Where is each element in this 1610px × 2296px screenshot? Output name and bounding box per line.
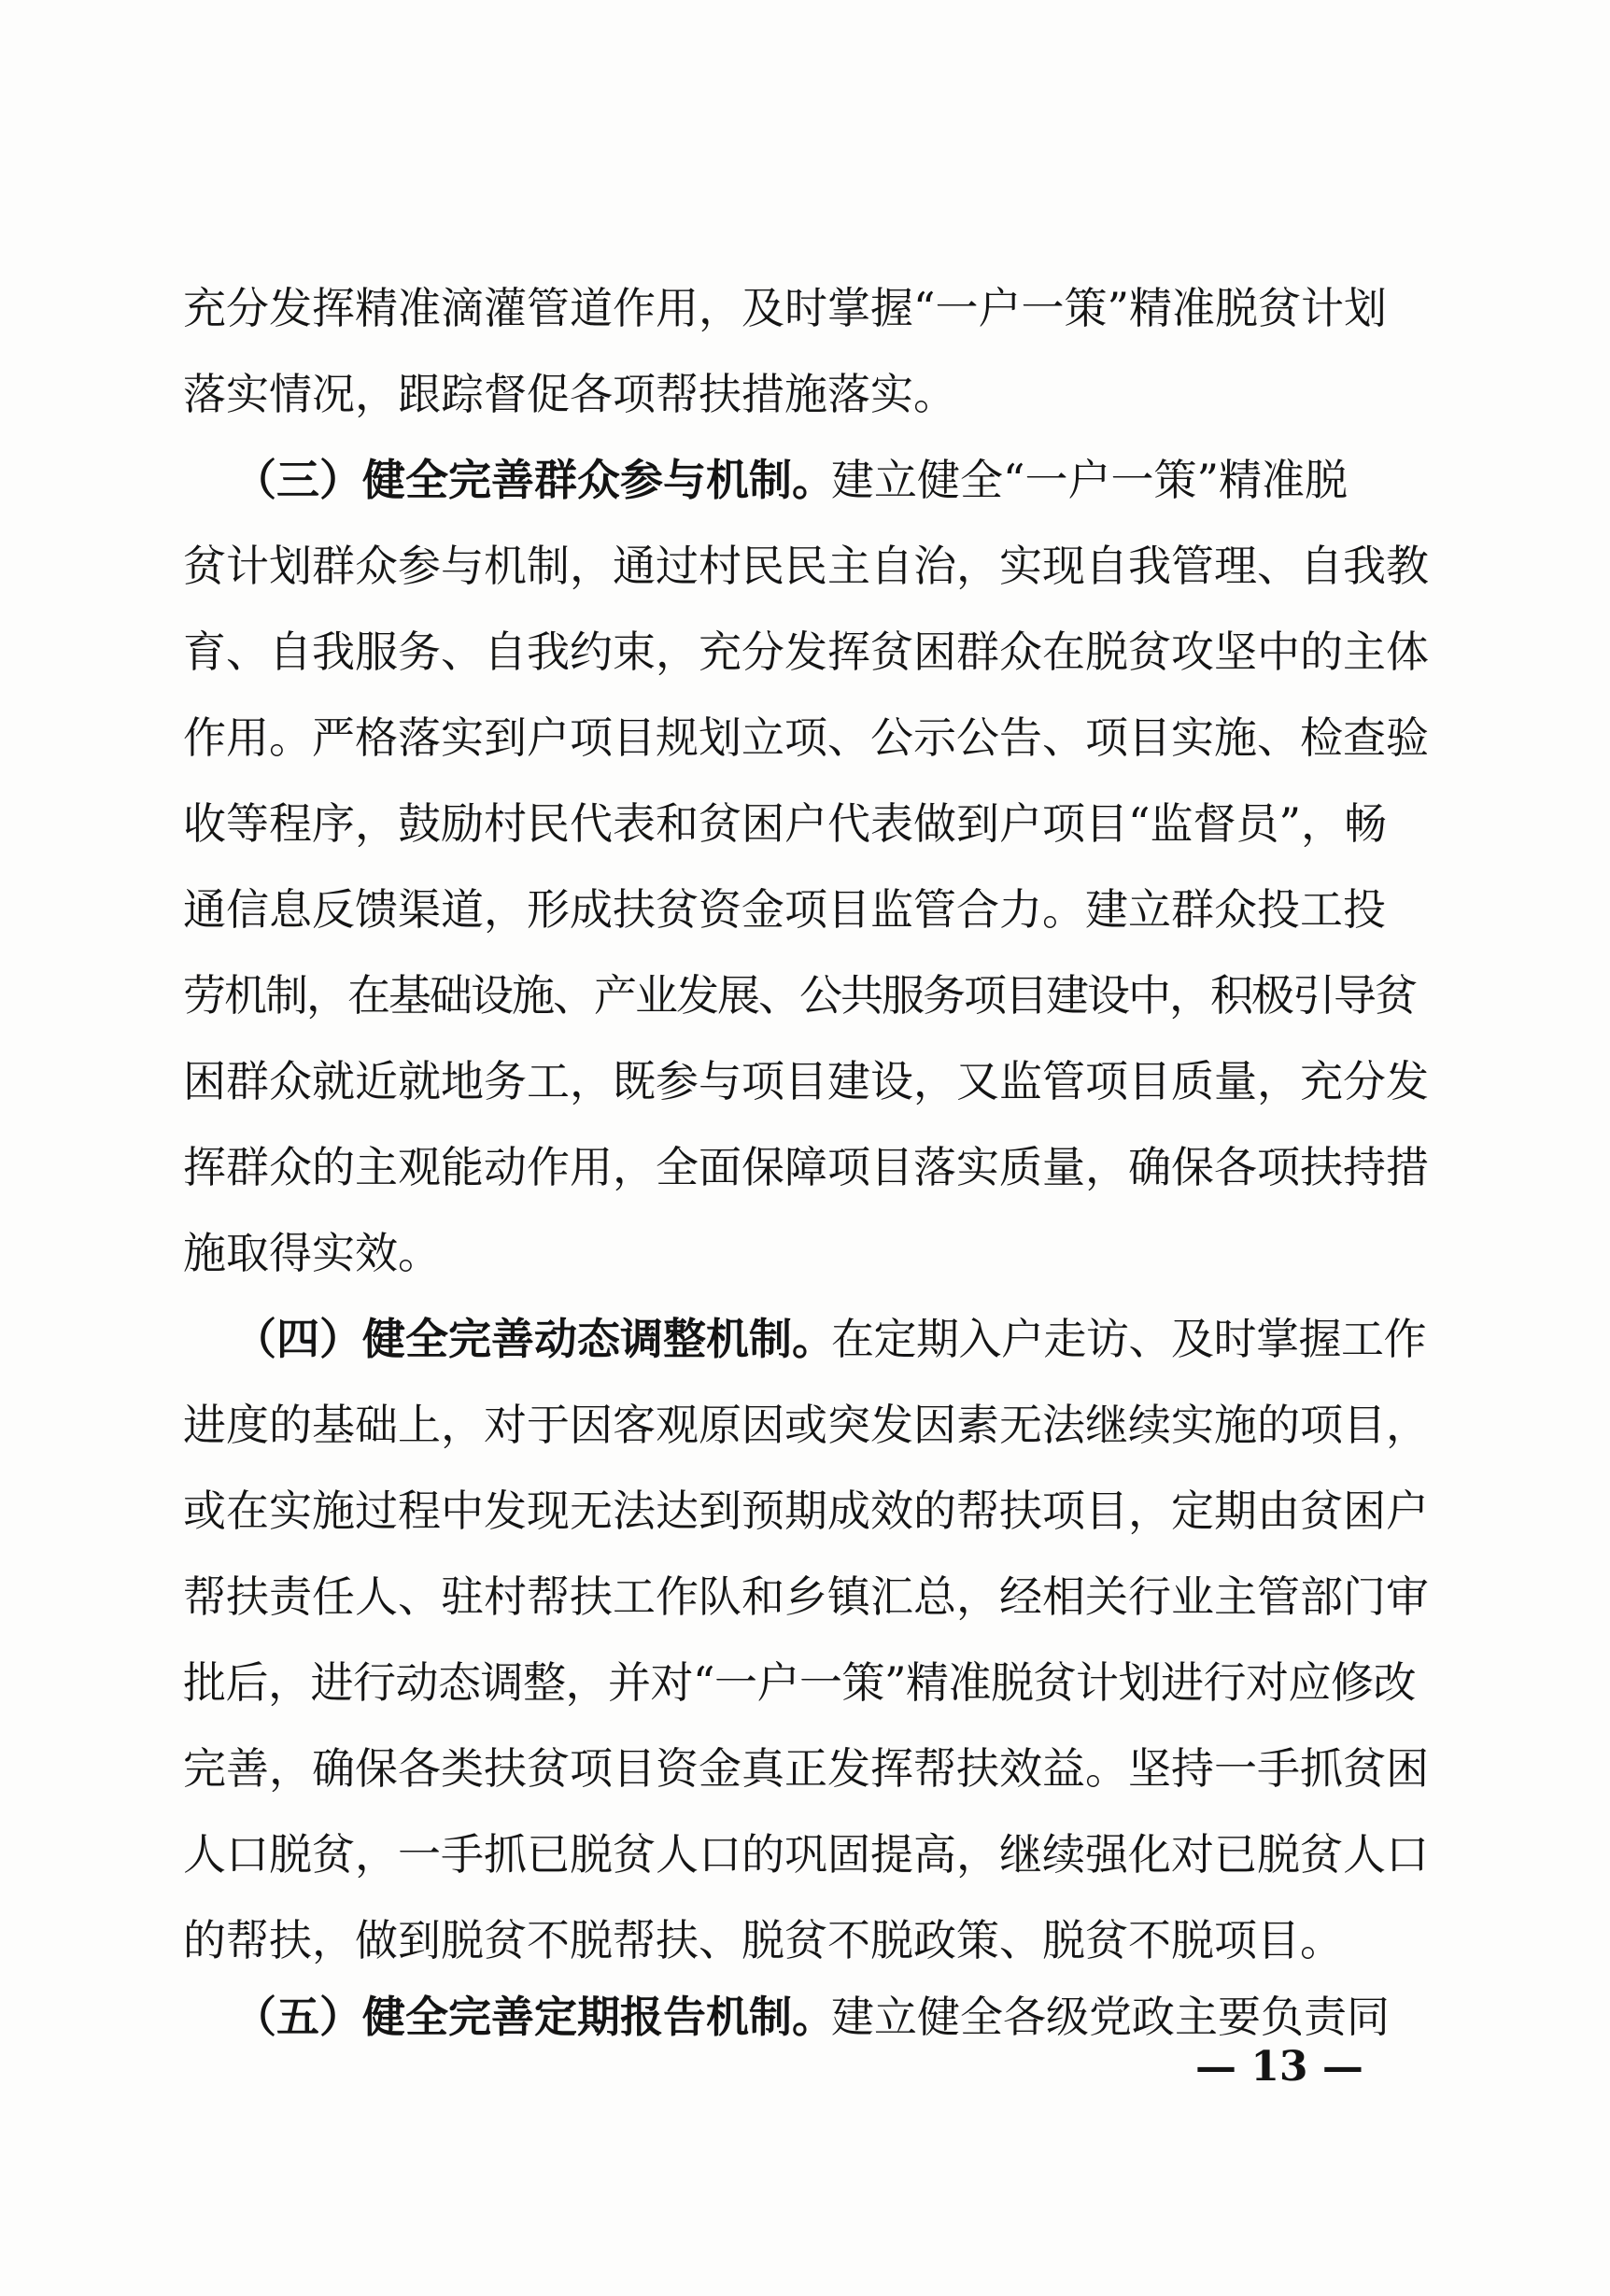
text-line [0,1036,1610,1126]
body-text: 帮扶责任人、驻村帮扶工作队和乡镇汇总，经相关行业主管部门审 [183,1571,1429,1622]
text-line [0,693,1610,782]
body-text: 贫计划群众参与机制，通过村民民主自治，实现自我管理、自我教 [183,541,1429,591]
body-text: 建立健全各级党政主要负责同 [831,1992,1390,2042]
text-line [0,779,1610,868]
text-line [0,951,1610,1040]
text-line [0,1724,1610,1813]
page-number: — 13 — [1195,2043,1363,2091]
section-heading-4: （四）健全完善动态调整机制。 [233,1314,835,1364]
body-text: 完善，确保各类扶贫项目资金真正发挥帮扶效益。坚持一手抓贫困 [183,1743,1429,1794]
body-text: 的帮扶，做到脱贫不脱帮扶、脱贫不脱政策、脱贫不脱项目。 [183,1915,1343,1965]
section-heading-3: （三）健全完善群众参与机制。 [233,455,835,505]
body-text: 人口脱贫，一手抓已脱贫人口的巩固提高，继续强化对已脱贫人口 [183,1829,1429,1880]
body-text: 落实情况，跟踪督促各项帮扶措施落实。 [183,369,956,419]
body-text: 进度的基础上，对于因客观原因或突发因素无法继续实施的项目， [183,1400,1429,1450]
body-text: 批后，进行动态调整，并对“一户一策”精准脱贫计划进行对应修改 [183,1657,1417,1708]
text-line [0,521,1610,611]
body-text: 充分发挥精准滴灌管道作用，及时掌握“一户一策”精准脱贫计划 [183,283,1388,333]
text-line [0,1638,1610,1727]
text-line [0,1294,1610,1384]
text-line [0,1122,1610,1212]
text-line [0,865,1610,954]
body-text: 育、自我服务、自我约束，充分发挥贫困群众在脱贫攻坚中的主体 [183,627,1429,677]
body-text: 或在实施过程中发现无法达到预期成效的帮扶项目，定期由贫困户 [183,1486,1429,1536]
text-line [0,1466,1610,1556]
body-text: 在定期入户走访、及时掌握工作 [831,1314,1426,1364]
body-text: 施取得实效。 [183,1228,441,1278]
body-text: 收等程序，鼓励村民代表和贫困户代表做到户项目“监督员”，畅 [183,798,1388,849]
text-line [0,1208,1610,1298]
text-line [0,1810,1610,1899]
body-text: 建立健全“一户一策”精准脱 [831,455,1349,505]
text-line [0,435,1610,525]
text-line [0,1380,1610,1470]
body-text: 通信息反馈渠道，形成扶贫资金项目监管合力。建立群众投工投 [183,884,1386,935]
text-line [0,263,1610,353]
body-text: 作用。严格落实到户项目规划立项、公示公告、项目实施、检查验 [183,712,1429,763]
body-text: 困群众就近就地务工，既参与项目建设，又监管项目质量，充分发 [183,1056,1429,1106]
text-line [0,607,1610,697]
body-text: 劳机制，在基础设施、产业发展、公共服务项目建设中，积极引导贫 [183,970,1416,1021]
body-text: 挥群众的主观能动作用，全面保障项目落实质量，确保各项扶持措 [183,1142,1429,1192]
text-line [0,349,1610,439]
text-line [0,1552,1610,1641]
section-heading-5: （五）健全完善定期报告机制。 [233,1992,835,2042]
